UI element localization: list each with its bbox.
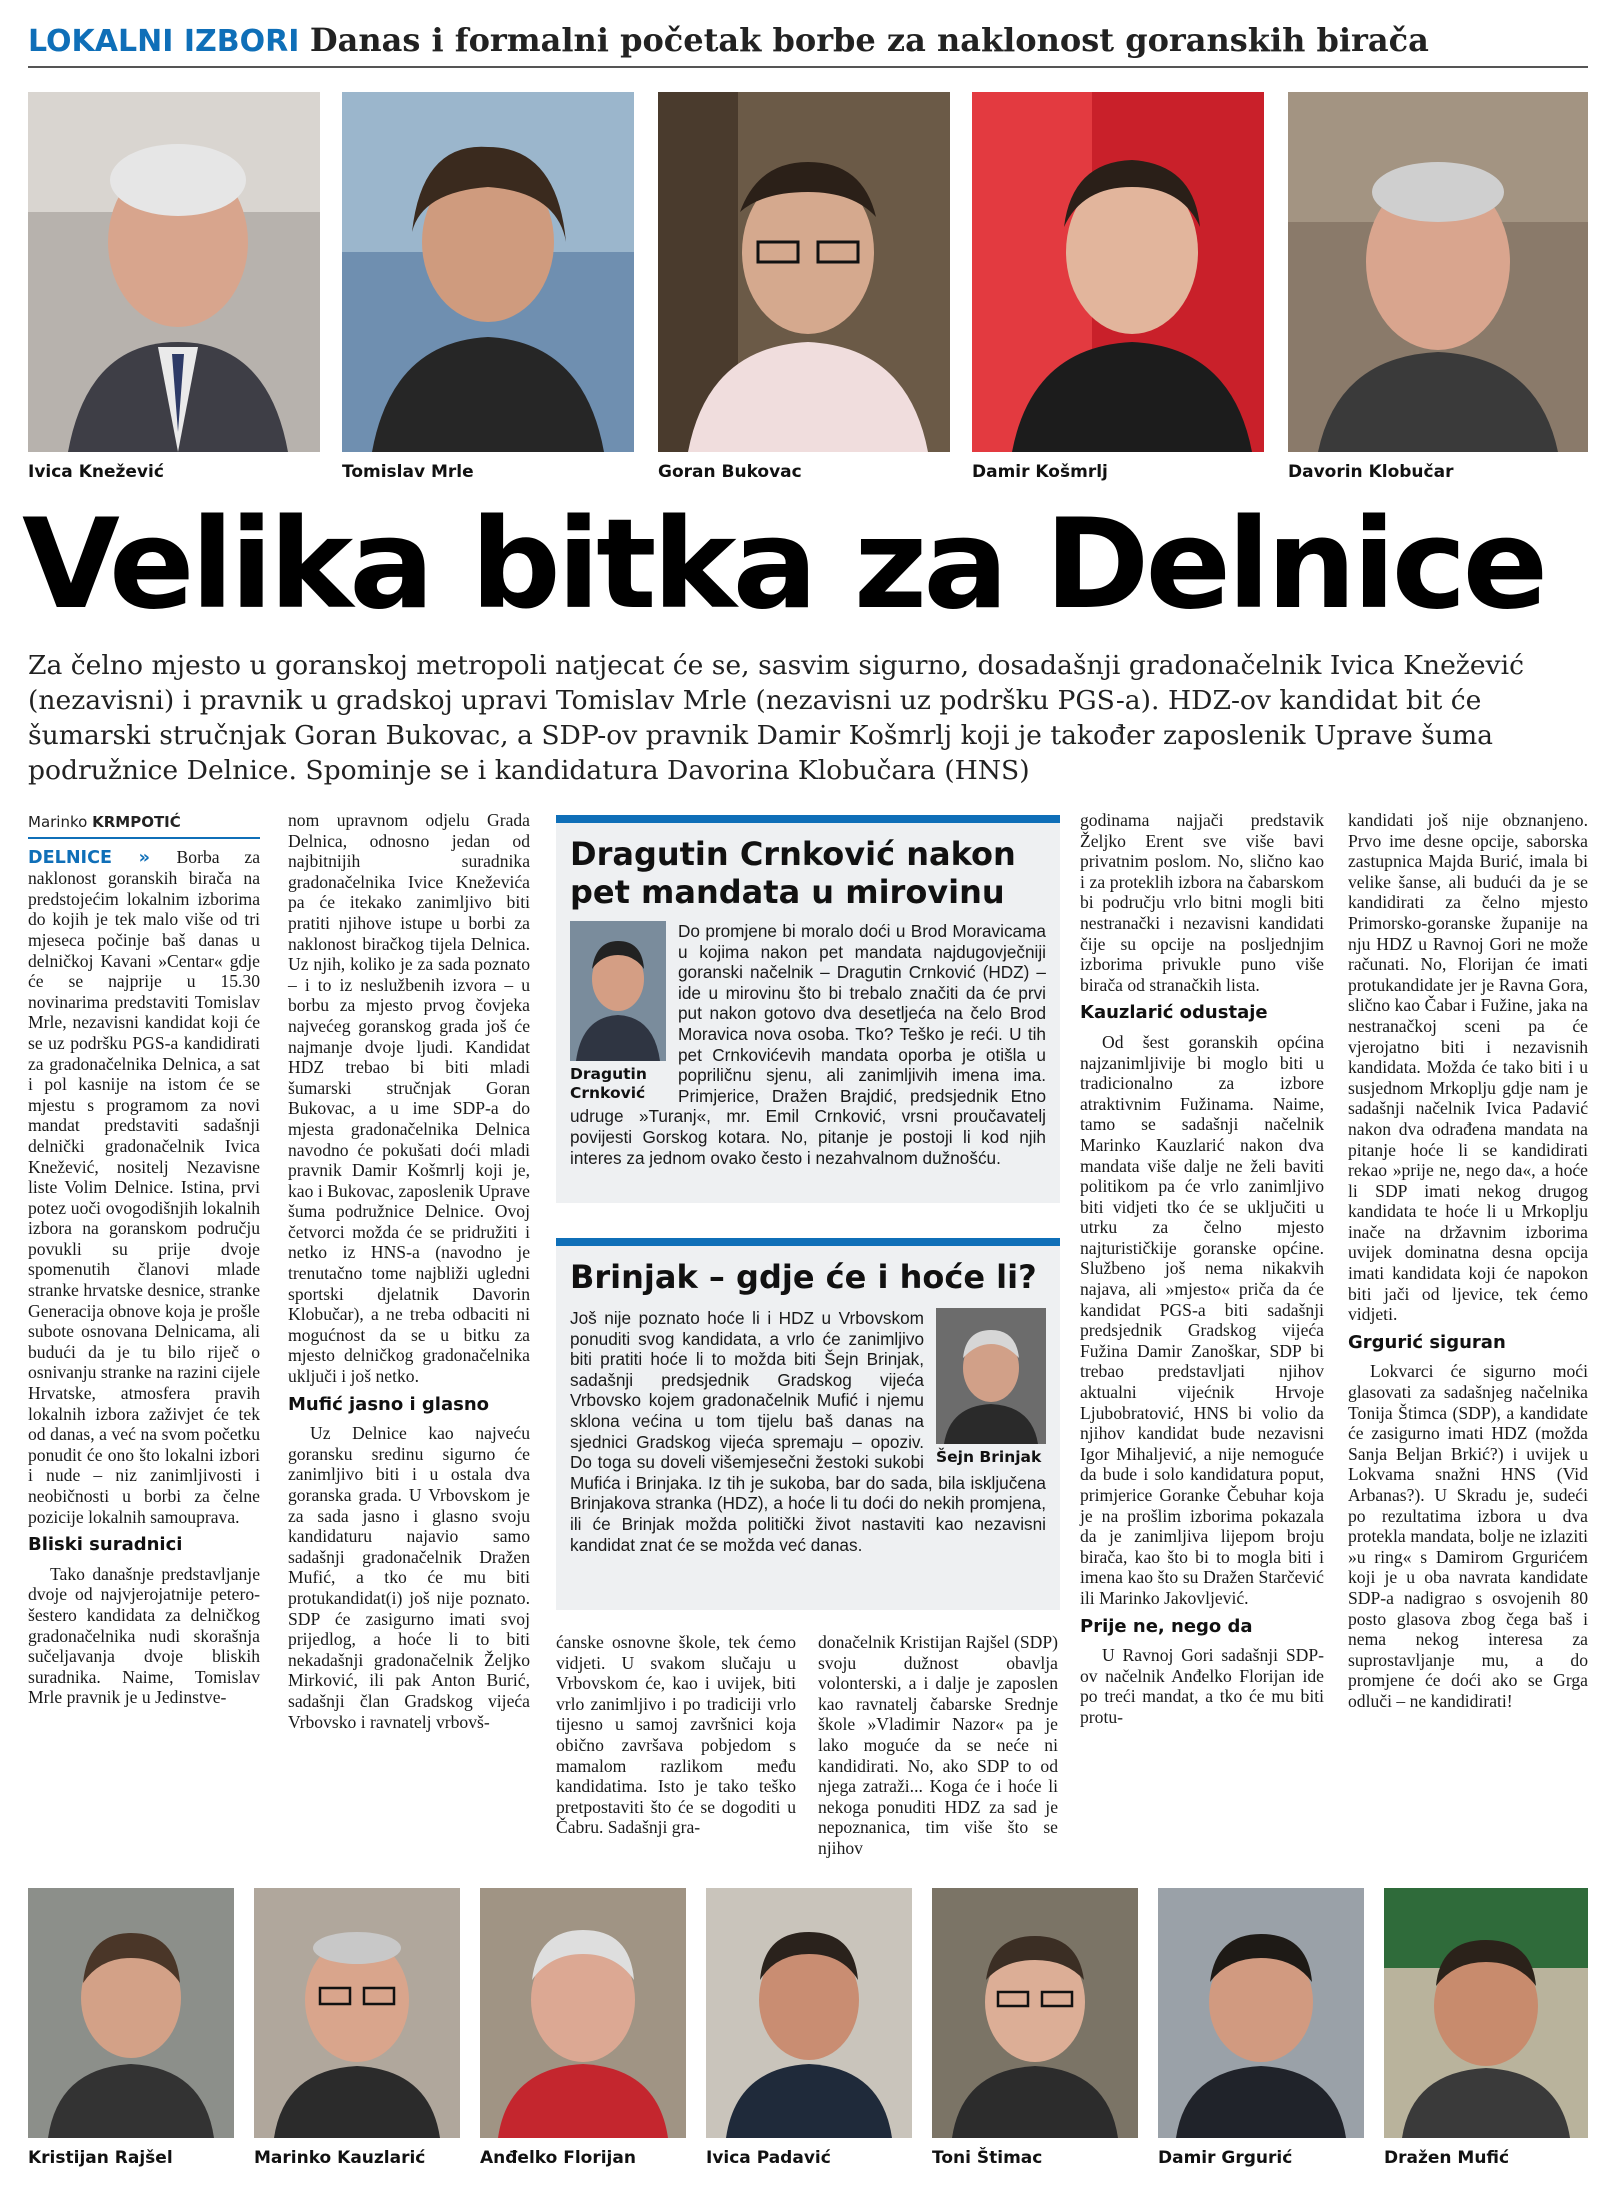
box-title: Dragutin Crnković nakon pet mandata u mirovinu [570, 835, 1016, 911]
box-photo [570, 921, 666, 1061]
photo-caption: Damir Košmrlj [972, 462, 1108, 482]
portrait-photo-b1 [28, 1888, 234, 2138]
paragraph: U Ravnoj Gori sadašnji SDP-ov načelnik Anđelko Florijan ide po treći mandat, a tko će mu biti protu- [1080, 1645, 1324, 1727]
paragraph: godinama najjači predstavik Željko Erent sve više bavi privatnim poslom. No, slično kao i za proteklih izbora na čabarskom bi području vrlo bitni mogli biti nestranački i nezavisni kandidati čije su opcije na posljednjim izborima privukle puno više birača od stranačkih lista. [1080, 810, 1324, 995]
sidebar-box-brinjak [556, 1238, 1060, 1610]
headline: Velika bitka za Delnice [22, 493, 1545, 637]
lead-paragraph: Za čelno mjesto u goranskoj metropoli natjecat će se, sasvim sigurno, dosadašnji gradonačelnik Ivica Knežević (nezavisni) i pravnik u gradskoj upravi Tomislav Mrle (nezavisni uz podršku PGS-a). HDZ-ov kandidat bit će šumarski stručnjak Goran Bukovac, a SDP-ov pravnik Damir Košmrlj koji je također zaposlenik Uprave šuma podružnice Delnice. Spominje se i kandidatura Davorina Klobučara (HNS) [28, 650, 1524, 786]
box-photo-wrap [936, 1308, 1046, 1467]
subheading: Mufić jasno i glasno [288, 1393, 490, 1415]
photo-caption: Toni Štimac [932, 2148, 1043, 2168]
byline: Marinko KRMPOTIĆ [28, 812, 260, 839]
paragraph: ćanske osnovne škole, tek ćemo vidjeti. U svakom slučaju u Vrbovskom će, kao i uvijek, biti vrlo zanimljivo i po tradiciji vrlo tijesno u samoj završnici koja obično završava pobjedom s mamalom razlikom među kandidatima. Isto je tako teško pretpostaviti što će se dogoditi u Čabru. Sadašnji gra- [556, 1632, 796, 1838]
portrait-photo-b6 [1158, 1888, 1364, 2138]
box-photo [936, 1308, 1046, 1444]
sidebar-box-crnkovic [556, 815, 1060, 1203]
box-title: Brinjak – gdje će i hoće li? [570, 1258, 1037, 1296]
photo-caption: Davorin Klobučar [1288, 462, 1454, 482]
article-column-3 [556, 1632, 796, 1876]
portrait-photo-4 [972, 92, 1264, 452]
article-column-1 [28, 812, 260, 1872]
paragraph: Od šest goranskih općina najzanimljivije bi moglo biti u tradicionalno za izbore atraktivnim Fužinama. Naime, tamo se sadašnji načelnik Marinko Kauzlarić nakon dva mandata više dalje ne želi baviti politikom pa će vrlo zanimljivo biti vidjeti tko će se uključiti u utrku za čelno mjesto najturističkije goranske općine. Službeno još nema nikakvih najava, ali »mjesto« priča da će kandidat PGS-a biti sadašnji predsjednik Gradskog vijeća Fužina Damir Zanoškar, SDP bi trebao predstavljati njihov aktualni vijećnik Hrvoje Ljubobratović, HNS bi volio da njihov kandidat bude nezavisni Igor Mihaljević, a nije nemoguće da bude i solo kandidatura poput, primjerice Goranke Čebuhar koja je na prošlim izborima pokazala da je zanimljiva lijepom broju birača, kao što bi to mogla biti i imena kao što su Dražen Starčević ili Marinko Jakovljević. [1080, 1031, 1324, 1608]
paragraph: DELNICE » Borba za naklonost goranskih birača na predstojećim lokalnim izborima do kojih je tek malo više od tri mjeseca počinje baš danas u delničkoj Kavani »Centar« gdje će se najprije u 15.30 novinarima predstaviti Tomislav Mrle, nezavisni kandidat koji će se uz podršku PGS-a kandidirati za gradonačelnika Delnica, a sat i pol kasnije na istom će se mjestu s programom za novi mandat predstaviti sadašnji delnički gradonačelnik Ivica Knežević, nositelj Nezavisne liste Volim Delnice. Istina, prvi potez uoči ovogodišnjih lokalnih izbora na goranskom području povukli su prije dvoje spomenutih članovi mlade stranke hrvatske desnice, stranke Generacija obnove koja je prošle subote osnovana Delnicama, ali budući da je tu bilo riječ o osnivanju stranke na razini cijele Hrvatske, atmosfera pravih lokalnih izbora zaživjet će tek od danas, a već na svom početku ponudit će ono što lokalni izbori i nude – niz zanimljivosti i neobičnosti u borbi za čelne pozicije lokalnih samouprava. [28, 846, 260, 1527]
portrait-photo-1 [28, 92, 320, 452]
article-column-6 [1348, 810, 1588, 1876]
box-photo-caption: Dragutin Crnković [570, 1065, 647, 1102]
article-column-4 [818, 1632, 1058, 1876]
photo-caption: Marinko Kauzlarić [254, 2148, 426, 2168]
photo-caption: Tomislav Mrle [342, 462, 474, 482]
article-column-5 [1080, 810, 1324, 1876]
subheading: Kauzlarić odustaje [1080, 1002, 1268, 1024]
divider [28, 66, 1588, 68]
photo-caption: Kristijan Rajšel [28, 2148, 173, 2168]
paragraph: Uz Delnice kao najveću goransku sredinu sigurno će zanimljivo biti i u ostala dva goranska grada. U Vrbovskom je za sada jasno i glasno svoju kandidaturu najavio samo sadašnji gradonačelnik Dražen Mufić, a tko će mu biti protukandidat(i) još nije poznato. SDP će zasigurno imati svoj prijedlog, a hoće li to biti nekadašnji gradonačelnik Željko Mirković, ili pak Anton Burić, sadašnji član Gradskog vijeća Vrbovsko i ravnatelj vrbovš- [288, 1423, 530, 1732]
photo-caption: Anđelko Florijan [480, 2148, 636, 2168]
dateline: DELNICE [28, 847, 113, 868]
portrait-photo-5 [1288, 92, 1588, 452]
subheading: Grgurić siguran [1348, 1331, 1506, 1353]
section-label: LOKALNI IZBORI [28, 24, 300, 59]
portrait-photo-2 [342, 92, 634, 452]
article-column-2 [288, 810, 530, 1876]
photo-caption: Dražen Mufić [1384, 2148, 1510, 2168]
box-body: Do promjene bi moralo doći u Brod Moravicama u kojima nakon pet mandata najdugovječniji goranski načelnik – Dragutin Crnković (HDZ) – ide u mirovinu što bi trebalo značiti da će prvi put nakon gotovo dva desetljeća na čelo Brod Moravica nova osoba. Tko? Teško je reći. U tih pet Crnkovićevih mandata oporba je otišla u popriličnu sjenu, ali zanimljivih imena ima. Primjerice, Dražen Brajdić, predsjednik Etno udruge »Turanj«, mr. Emil Crnković, vrsni proučavatelj povijesti Gorskog kotara. No, pitanje je postoji li kod njih interes za jednom ovako često i nezahvalnom dužnošću. [570, 921, 1046, 1168]
photo-caption: Ivica Padavić [706, 2148, 831, 2168]
paragraph: nom upravnom odjelu Grada Delnica, odnosno jedan od najbitnijih suradnika gradonačelnika Ivice Kneževića pa će itekako zanimljivo biti pratiti njihove istupe u borbi za naklonost biračkog tijela Delnica. Uz njih, koliko je za sada poznato – i to iz neslužbenih izvora – u borbu za mjesto prvog čovjeka najvećeg goranskog grada još će najmanje dvoje ljudi. Kandidat HDZ trebao bi biti mladi šumarski stručnjak Goran Bukovac, a u ime SDP-a do mjesta gradonačelnika Delnica navodno će pokušati doći mladi pravnik Damir Košmrlj koji je, kao i Bukovac, zaposlenik Uprave šuma podružnice Delnice. Ovoj četvorci možda će se pridružiti i netko iz HNS-a (navodno je trenutačno tome najbliži ugledni sportski djelatnik Davorin Klobučar), a ne treba odbaciti ni mogućnost da se u bitku za mjesto delničkog gradonačelnika uključi i još netko. [288, 810, 530, 1387]
section-kicker [28, 14, 1588, 66]
paragraph: donačelnik Kristijan Rajšel (SDP) svoju dužnost obavlja volonterski, a i dalje je zaposlen kao ravnatelj čabarske Srednje škole »Vladimir Nazor« pa je lako moguće da se neće ni kandidirati. No, ako SDP to od njega zatraži... Koga će i hoće li nekoga ponuditi HDZ za sad je nepoznanica, tim više što se njihov [818, 1632, 1058, 1858]
box-body: Još nije poznato hoće li i HDZ u Vrbovskom ponuditi svog kandidata, a vrlo će zanimljivo biti pratiti hoće li to možda biti Šejn Brinjak, sadašnji predsjednik Gradskog vijeća Vrbovsko kojem gradonačelnik Mufić i njemu sklona većina u tom tijelu baš danas na sjednici Gradskog vijeća spremaju – opoziv. Do toga su doveli višemjesečni žestoki sukobi Mufića i Brinjaka. Iz tih je sukoba, bar do sada, bila isključena Brinjakova stranka (HDZ), a hoće li tu doći do nekih promjena, ili će Brinjak možda politički život nastaviti kao nezavisni kandidat znat će se možda već danas. [570, 1308, 1046, 1555]
portrait-photo-3 [658, 92, 950, 452]
box-photo-wrap [570, 921, 666, 1103]
portrait-photo-b5 [932, 1888, 1138, 2138]
kicker-title: Danas i formalni početak borbe za naklonost goranskih birača [309, 21, 1429, 59]
portrait-photo-b3 [480, 1888, 686, 2138]
box-photo-caption: Šejn Brinjak [936, 1448, 1042, 1466]
photo-caption: Goran Bukovac [658, 462, 802, 482]
photo-caption: Ivica Knežević [28, 462, 164, 482]
paragraph: Lokvarci će sigurno moći glasovati za sadašnjeg načelnika Tonija Štimca (SDP), a kandidate će zasigurno imati HDZ (možda Sanja Beljan Brkić?) i uvijek u Lokvama snažni HNS (Vid Arbanas?). U Skradu je, sudeći po rezultatima izbora u dva protekla mandata, bolje ne izlaziti »u ring« s Damirom Grgurićem koji je u oba navrata kandidate SDP-a nadigrao s osvojenih 80 posto glasova zbog čega baš i nema nekog interesa za suprostavljanje mu, a do promjene će doći ako se Grga odluči – ne kandidirati! [1348, 1361, 1588, 1711]
photo-caption: Damir Grgurić [1158, 2148, 1293, 2168]
portrait-photo-b2 [254, 1888, 460, 2138]
portrait-photo-b4 [706, 1888, 912, 2138]
paragraph: kandidati još nije obznanjeno. Prvo ime desne opcije, saborska zastupnica Majda Burić, imala bi velike šanse, ali budući da je se kandidirati za čelno mjesto Primorsko-goranske županije na nju HDZ u Ravnoj Gori ne može računati. No, Florijan će imati protukandidate jer je Ravna Gora, slično kao Čabar i Fužine, jaka na nestranačkoj sceni pa će vjerojatno biti i nezavisnih kandidata. Možda će tako biti i u susjednom Mrkoplju gdje nam je sadašnji načelnik Ivica Padavić nakon dva odrađena mandata na pitanje hoće li se kandidirati rekao »prije ne, nego da«, a hoće li SDP imati nekog drugog kandidata te hoće li u Mrkoplju inače na državnim izborima uvijek dominatna desna opcija imati kandidata koji će napokon biti jači od ljevice, tek ćemo vidjeti. [1348, 810, 1588, 1325]
portrait-photo-b7 [1384, 1888, 1588, 2138]
subheading: Bliski suradnici [28, 1534, 183, 1556]
paragraph: Tako današnje predstavljanje dvoje od najvjerojatnije petero-šestero kandidata za delničkog gradonačelnika nudi skorašnja sučeljavanja dvoje bliskih suradnika. Naime, Tomislav Mrle pravnik je u Jedinstve- [28, 1563, 260, 1708]
subheading: Prije ne, nego da [1080, 1615, 1253, 1637]
